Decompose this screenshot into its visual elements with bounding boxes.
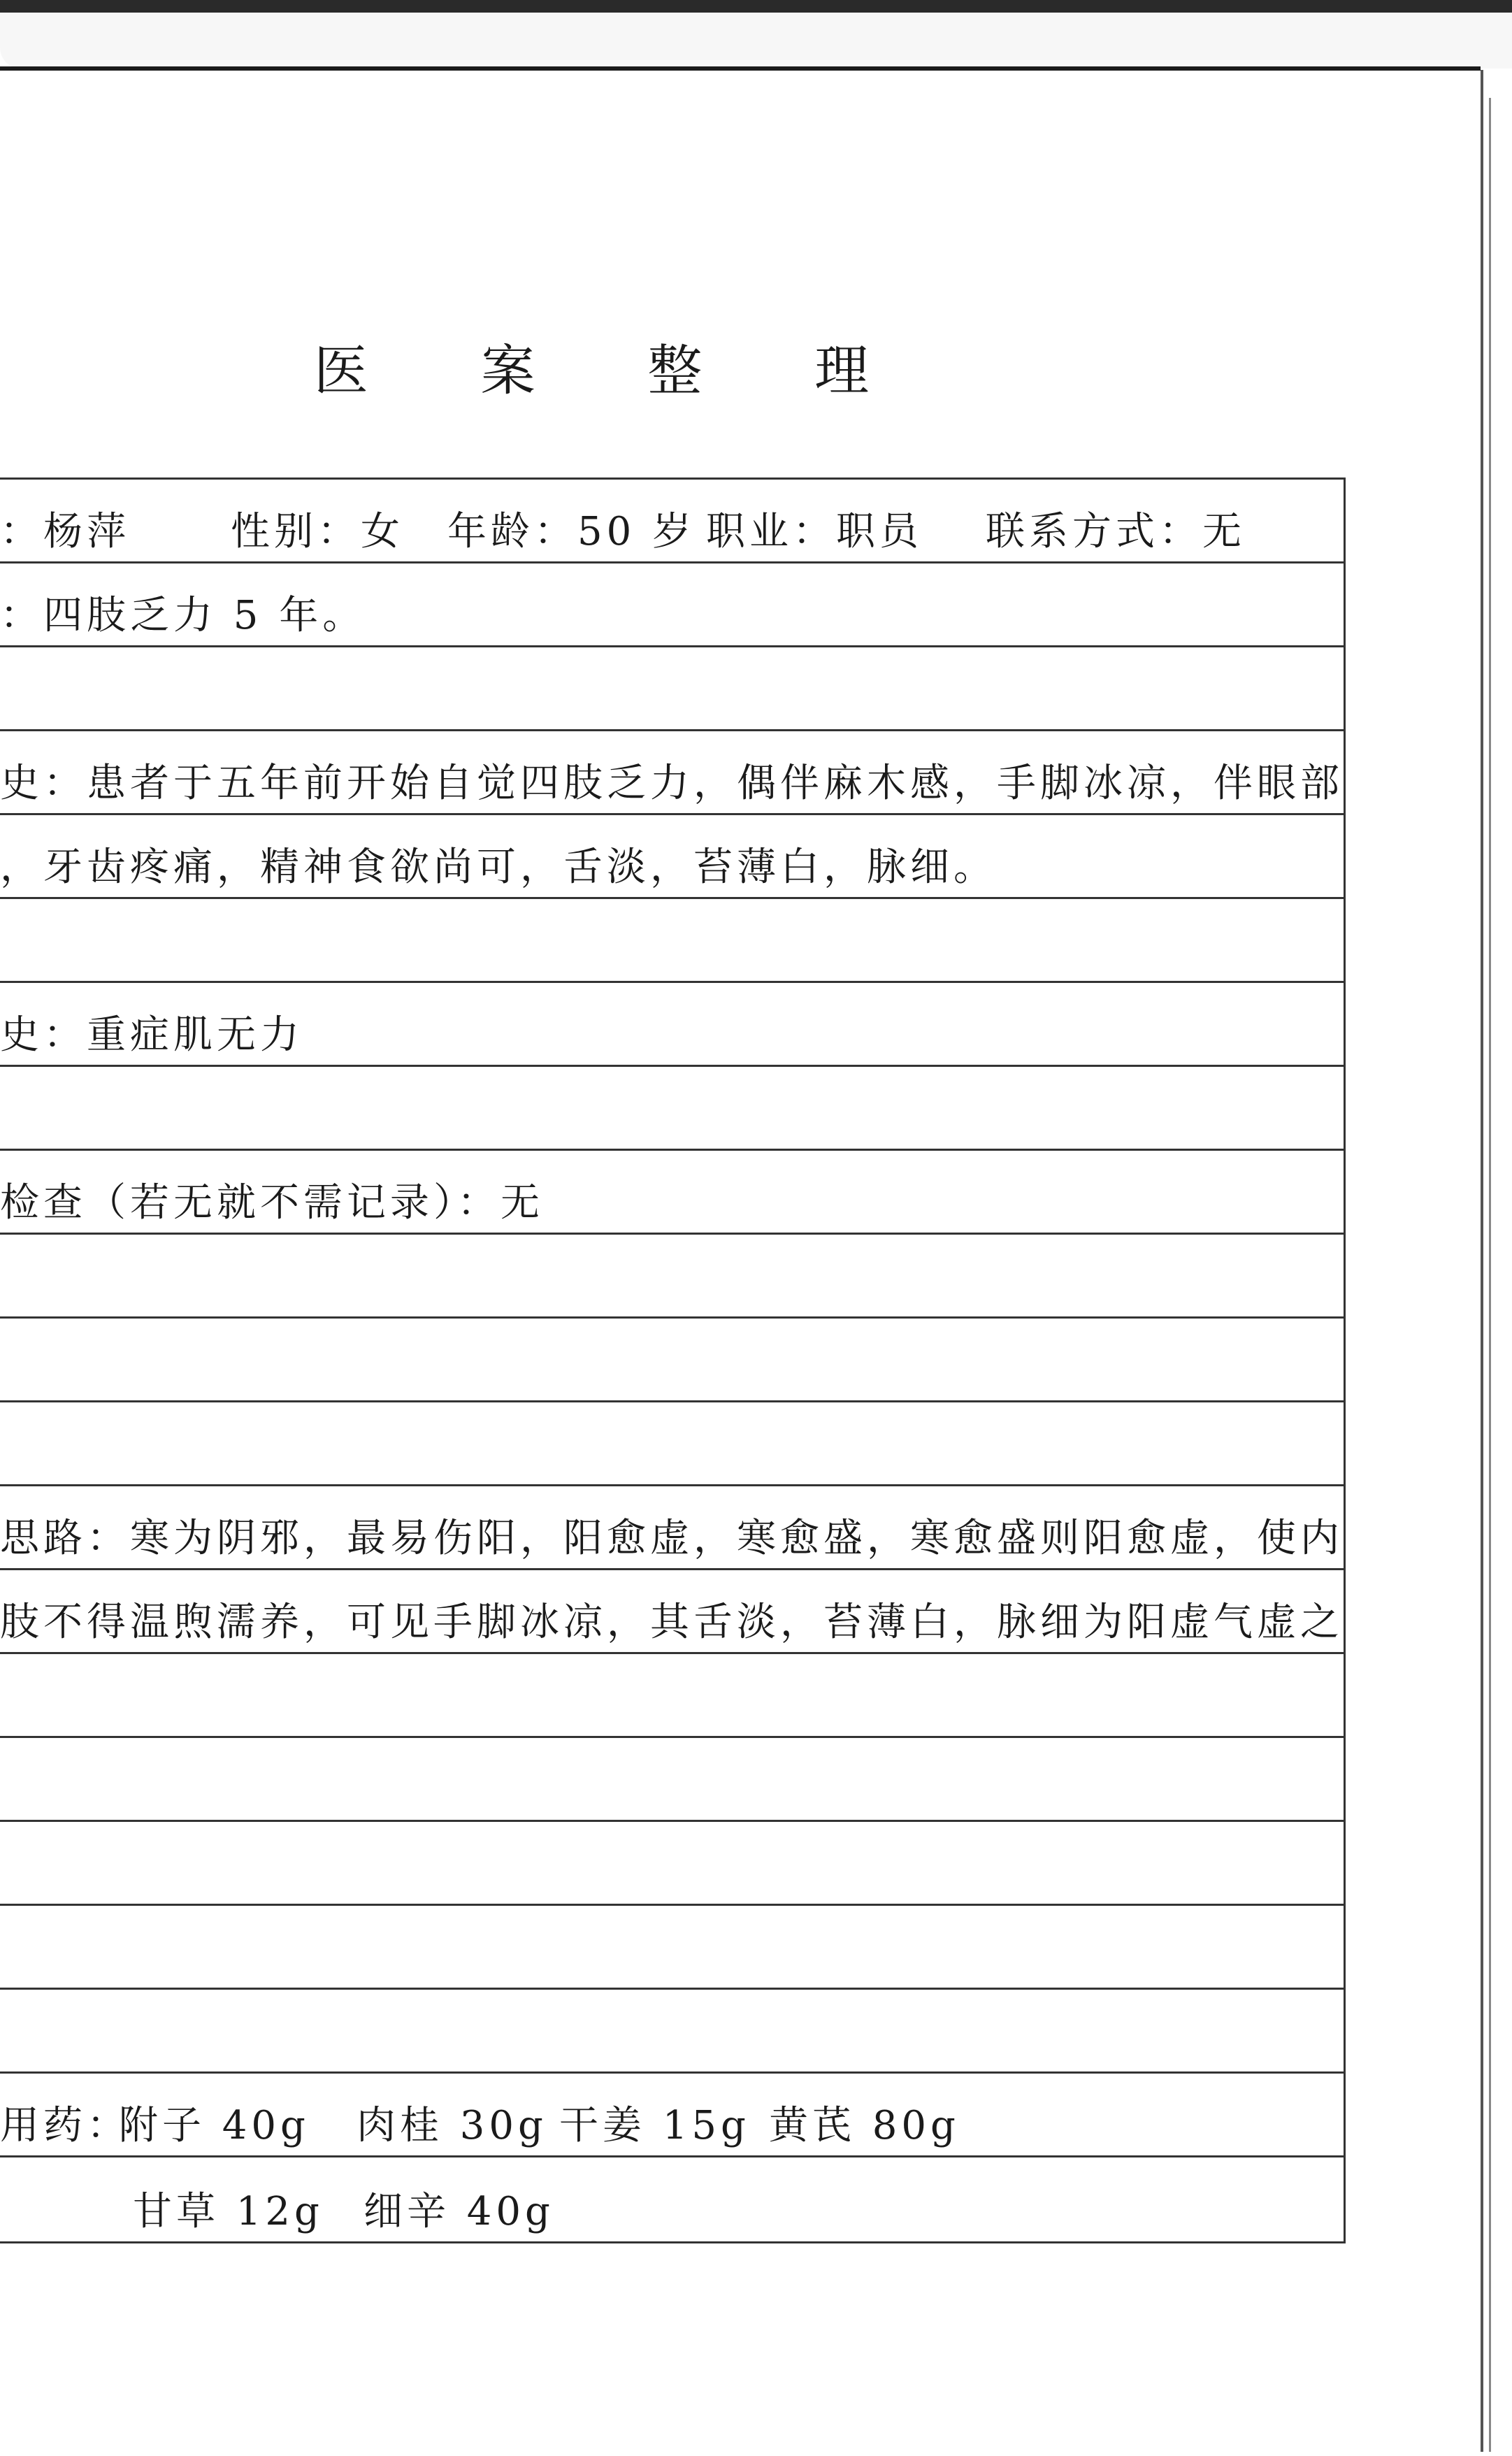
case-record-form: [0, 477, 1346, 2243]
row-blank: [0, 1990, 1344, 2074]
row-blank: [0, 899, 1344, 983]
row-patient-info: [0, 480, 1344, 563]
analysis-text-1: 思路：寒为阴邪，最易伤阳，阳愈虚，寒愈盛，寒愈盛则阳愈虚，使内: [0, 1516, 1344, 1561]
row-examination: [0, 1151, 1344, 1235]
present-history-text-1: 史：患者于五年前开始自觉四肢乏力，偶伴麻木感，手脚冰凉，伴眼部: [0, 761, 1344, 806]
herb-item: 黄芪 80g: [769, 2103, 960, 2148]
examination-text: 检查（若无就不需记录）：无: [0, 1180, 544, 1226]
patient-info-line: [0, 509, 1246, 554]
row-analysis-2: [0, 1570, 1344, 1654]
patient-occupation: 职业：职员: [706, 509, 923, 554]
page-edge-shadow: [1489, 98, 1491, 2452]
prescription-label: 用药：: [0, 2103, 130, 2148]
prescription-line-1: [0, 2103, 960, 2148]
herb-item: 甘草 12g: [133, 2189, 324, 2234]
prescription-line-2: [0, 2189, 554, 2234]
row-prescription-2: [0, 2157, 1344, 2241]
patient-age: 年龄：50 岁: [447, 509, 696, 554]
row-blank: [0, 1906, 1344, 1990]
past-history-text: 史：重症肌无力: [0, 1012, 303, 1058]
row-analysis-1: [0, 1486, 1344, 1570]
patient-name: ：杨萍: [0, 509, 130, 554]
herb-item: 细辛 40g: [363, 2189, 554, 2234]
patient-contact: 联系方式：无: [986, 509, 1246, 554]
row-prescription-1: [0, 2074, 1344, 2157]
herb-item: 干姜 15g: [559, 2103, 750, 2148]
row-blank: [0, 1402, 1344, 1486]
row-blank: [0, 1319, 1344, 1402]
scan-border-inner: [0, 13, 1512, 69]
herb-item: 附子 40g: [119, 2103, 310, 2148]
row-chief-complaint: [0, 563, 1344, 647]
document-title: 医 案 整 理: [313, 340, 917, 403]
row-blank: [0, 1235, 1344, 1319]
row-blank: [0, 1067, 1344, 1151]
present-history-text-2: ，牙齿疼痛，精神食欲尚可，舌淡，苔薄白，脉细。: [0, 845, 997, 890]
row-blank: [0, 1822, 1344, 1906]
row-blank: [0, 1654, 1344, 1738]
row-present-history-2: [0, 815, 1344, 899]
row-past-history: [0, 983, 1344, 1067]
chief-complaint-text: ：四肢乏力 5 年。: [0, 593, 366, 638]
row-blank: [0, 647, 1344, 731]
herb-item: 肉桂 30g: [357, 2103, 547, 2148]
page-edge: [1481, 70, 1483, 2452]
analysis-text-2: 肢不得温煦濡养，可见手脚冰凉，其舌淡，苔薄白，脉细为阳虚气虚之: [0, 1600, 1344, 1645]
row-blank: [0, 1738, 1344, 1822]
patient-gender: 性别：女: [231, 509, 404, 554]
row-present-history-1: [0, 731, 1344, 815]
